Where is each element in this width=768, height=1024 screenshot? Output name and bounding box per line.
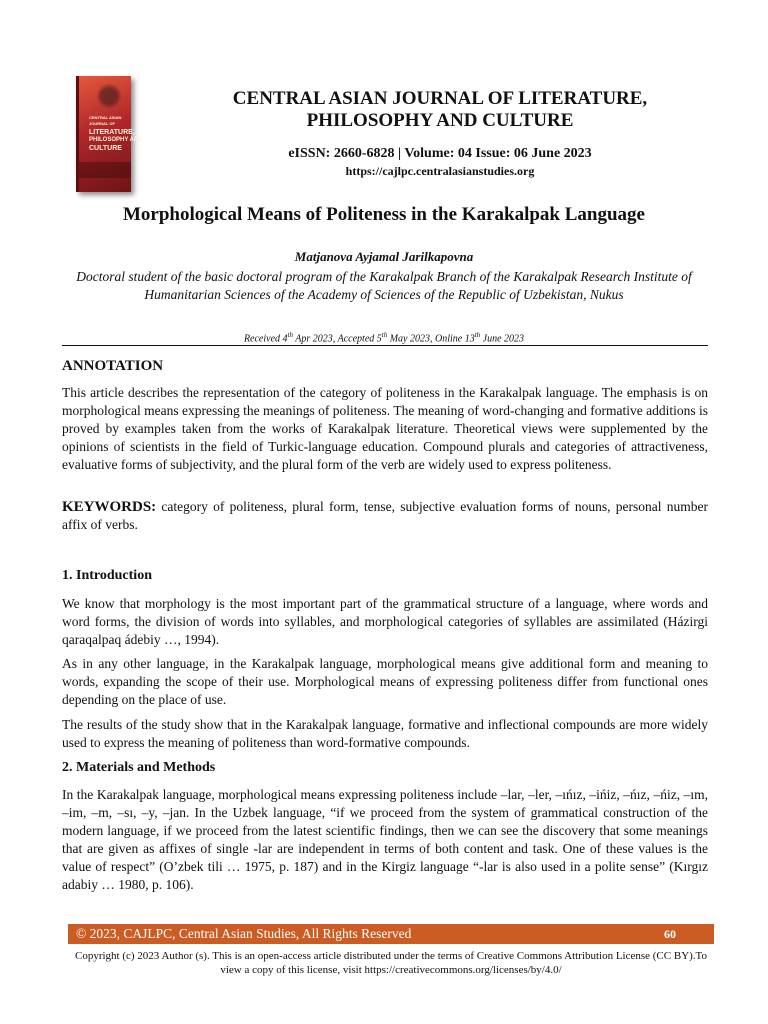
cover-text-line: PHILOSOPHY AND [89,137,143,143]
received-text: Received 4 [243,333,288,345]
cover-band [79,162,131,178]
accepted-text: Apr 2023, Accepted 5 [292,333,382,345]
journal-issn: eISSN: 2660-6828 | Volume: 04 Issue: 06 June 2023 [288,146,592,161]
ordinal-suffix: th [474,331,481,339]
keywords-paragraph [62,498,708,534]
introduction-paragraph-1: We know that morphology is the most important part of the grammatical structure of a language, where words and word forms, the division of words into syllables, and morphological categories of syllables are assimilated (Házirgi qaraqalpaq ádebiy …, 1994). [62,596,708,647]
journal-cover-image [76,76,143,192]
materials-heading: 2. Materials and Methods [62,760,216,775]
introduction-paragraph-3: The results of the study show that in the Karakalpak language, formative and inflectional compounds are more widely used to express the meaning of politeness than word-formative compounds. [62,717,708,750]
ordinal-suffix: th [381,331,388,339]
cover-text-line: CENTRAL ASIAN [89,115,122,120]
article-title: Morphological Means of Politeness in the Karakalpak Language [123,204,645,225]
received-dates [40,331,728,344]
footer-copyright: © 2023, CAJLPC, Central Asian Studies, All Rights Reserved [76,926,412,941]
cover-text-line: CULTURE [89,145,122,152]
online-text: May 2023, Online 13 [387,333,475,345]
article-author: Matjanova Ayjamal Jarilkapovna [294,249,474,264]
journal-title-line-2: PHILOSOPHY AND CULTURE [306,110,574,131]
cover-tree-decoration [97,84,121,114]
author-affiliation: Doctoral student of the basic doctoral program of the Karakalpak Branch of the Karakalpak Research Institute of Humanitarian Sciences of the Academy of Sciences of the Republic of Uzbekistan, Nukus [76,269,692,302]
keywords-text: category of politeness, plural form, tense, subjective evaluation forms of nouns, personal number affix of verbs. [62,499,708,532]
online-date-text: June 2023 [480,333,525,345]
annotation-text: This article describes the representation of the category of politeness in the Karakalpak language. The emphasis is on morphological means expressing the meanings of politeness. The meaning of word-changing and formative additions is proved by examples taken from the works of Karakalpak literature. Theoretical views were supplemented by the opinions of scientists in the field of Turkic-language education. Compound plurals and categories of attractiveness, evaluative forms of subjectivity, and the plural form of the verb are widely used to express politeness. [62,385,708,472]
materials-paragraph-1: In the Karakalpak language, morphological means expressing politeness include –lar, –ler, –ıńız, –ińiz, –ńız, –ńiz, –ım, –im, –m, –sı, –y, –jan. In the Uzbek language, “if we proceed from the system of grammatical construction of the modern language, if we proceed from the latest scientific findings, then we can see the discovery that some meanings that are given as affixes of single -lar are independent in terms of both content and task. One of these values is the value of respect” (O’zbek tili … 1975, p. 187) and in the Kirgiz language “-lar is also used in a polite sense” (Kırgız adabiy … 1980, p. 106). [62,787,708,892]
introduction-paragraph-2: As in any other language, in the Karakalpak language, morphological means give additional form and meaning to words, expanding the scope of their use. Morphological means of expressing politeness differ from functional ones depending on the place of use. [62,656,708,707]
cover-text-line: LITERATURE, [89,129,135,136]
introduction-heading: 1. Introduction [62,568,152,583]
journal-title-line-1: CENTRAL ASIAN JOURNAL OF LITERATURE, [232,88,648,109]
page-number: 60 [664,927,676,941]
cover-text-line: JOURNAL OF [89,121,115,126]
annotation-heading: ANNOTATION [62,358,164,374]
footer-bar [68,924,714,944]
ordinal-suffix: th [287,331,293,339]
header-divider [62,345,708,346]
keywords-label: KEYWORDS: [62,499,157,515]
journal-url[interactable]: https://cajlpc.centralasianstudies.org [345,164,535,178]
license-notice: Copyright (c) 2023 Author (s). This is an open-access article distributed under the terms of Creative Commons Attribution License (CC BY).To view a copy of this license, visit https://creativecommons.org/licenses/by/4.0/ [74,950,708,976]
